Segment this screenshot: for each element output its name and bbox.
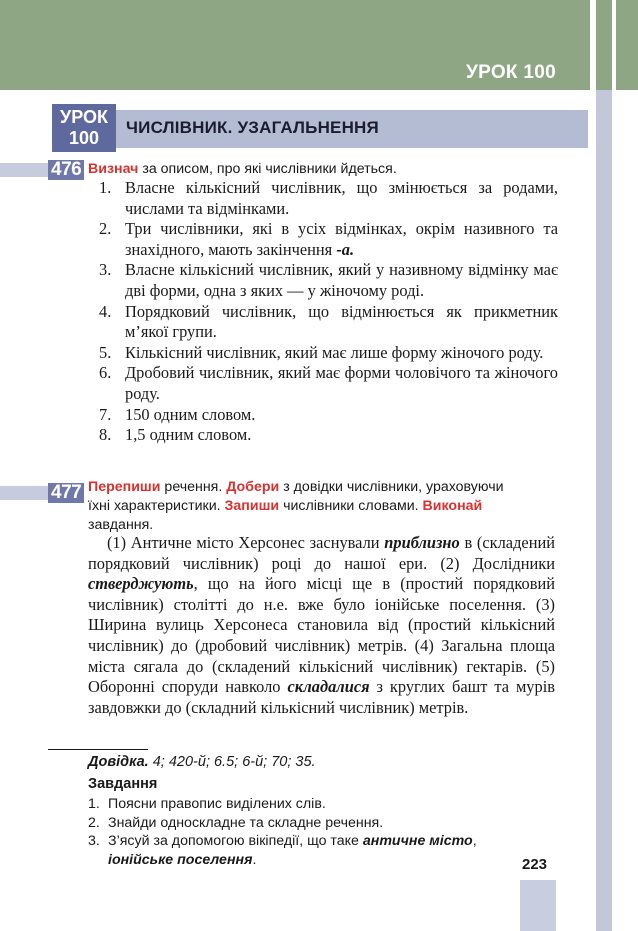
exercise-number-476: 476 — [48, 160, 84, 180]
lesson-title: ЧИСЛІВНИК. УЗАГАЛЬНЕННЯ — [126, 118, 379, 137]
tasks-heading: Завдання — [88, 776, 158, 792]
highlighted-word: стверджують — [88, 574, 194, 594]
exercise-476-list — [88, 178, 558, 446]
list-item: 1. Власне кількісний числівник, що змінюється за родами, числами та відмінками. — [99, 178, 558, 218]
exercise-477-instruction: Перепиши речення. Добери з довідки числівники, ураховуючи їхні характеристики. Запиши числівники словами. Виконай завдання. — [88, 479, 504, 533]
top-banner-strip — [616, 0, 638, 90]
lesson-badge — [52, 104, 116, 152]
exercise-stripe — [0, 163, 50, 177]
list-item: 2. Три числівники, які в усіх відмінках, окрім називного та знахідного, мають закінчення -а. — [99, 219, 558, 259]
divider — [48, 749, 148, 750]
list-item: 1. Поясни правопис виділених слів. — [88, 796, 326, 812]
page-number-bar — [520, 880, 556, 931]
banner-title: УРОК 100 — [466, 62, 556, 83]
exercise-stripe — [0, 486, 50, 500]
instruction-verb: Визнач — [88, 161, 139, 177]
list-item: 3. З’ясуй за допомогою вікіпедії, що таке античне місто, іонійське поселення. — [88, 833, 477, 868]
list-item: 2. Знайди односкладне та складне речення. — [88, 814, 384, 831]
exercise-476-instruction: Визнач за описом, про які числівники йдеться. — [88, 161, 397, 177]
exercise-477-passage: (1) Античне місто Херсонес заснували приблизно в (складений порядковий числівник) році до нашої ери. (2) Дослідники стверджують, що на його місці ще в (простий порядковий числівник) столітті до н.е. вже було іонійське поселення. (3) Ширина вулиць Херсонеса становила від (простий кількісний числівник) до (дробовий числівник) метрів. (4) Загальна площа міста сягала до (складений кількісний числівник) гектарів. (5) Оборонні споруди навколо складалися з круглих башт та мурів завдовжки до (складний кількісний числівник) метрів. — [88, 533, 556, 717]
tasks-list — [88, 795, 558, 869]
lesson-badge-word: УРОК — [60, 107, 108, 127]
reference-note: Довідка. 4; 420-й; 6.5; 6-й; 70; 35. — [88, 754, 316, 770]
list-item: 6. Дробовий числівник, який має форми чоловічого та жіночого роду. — [99, 363, 558, 403]
right-margin-bar — [596, 90, 612, 931]
lesson-badge-number: 100 — [68, 128, 100, 148]
highlighted-word: приблизно — [384, 533, 460, 552]
list-item: 8. 1,5 одним словом. — [99, 425, 252, 445]
list-item: 3. Власне кількісний числівник, який у називному відмінку має дві форми, одна з яких — у жіночому роді. — [99, 260, 558, 300]
page-number: 223 — [522, 856, 548, 873]
highlighted-word: складалися — [287, 677, 370, 697]
list-item: 4. Порядковий числівник, що відмінюється як прикметник м’якої групи. — [99, 301, 558, 342]
list-item: 7. 150 одним словом. — [99, 404, 256, 424]
top-banner-strip — [596, 0, 612, 90]
exercise-number-477: 477 — [48, 483, 84, 503]
list-item: 5. Кількісний числівник, який має лише форму жіночого роду. — [99, 342, 544, 362]
